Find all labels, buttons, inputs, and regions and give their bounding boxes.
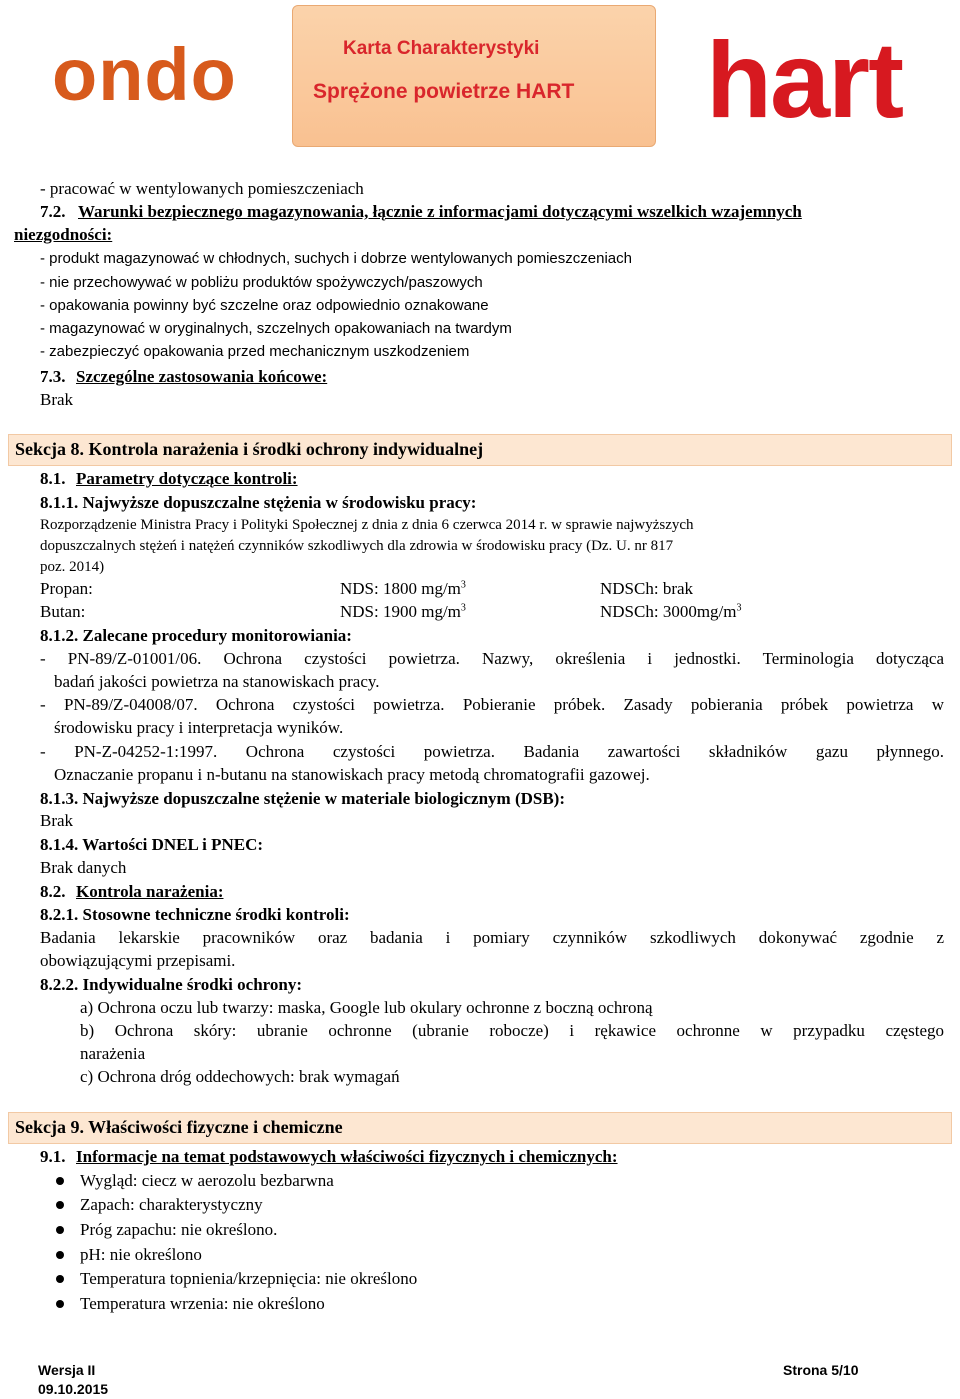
subsection-heading: 8.1.2. Zalecane procedury monitorowiania:	[40, 626, 352, 645]
limit-substance: Propan:	[40, 579, 93, 598]
bullet-icon	[56, 1275, 64, 1283]
list-item: - zabezpieczyć opakowania przed mechanicznym uszkodzeniem	[40, 343, 470, 360]
bullet-icon	[56, 1177, 64, 1185]
limit-nds: NDS: 1800 $mg/m^3$	[340, 579, 466, 598]
section-title: Sekcja 8. Kontrola narażenia i środki ochrony indywidualnej	[15, 439, 484, 459]
text-line: - PN-89/Z-04008/07. Ochrona czystości powietrza. Pobieranie próbek. Zasady pobierania próbek powietrza w	[40, 695, 944, 714]
title-box	[292, 5, 656, 147]
section-8-header	[8, 434, 952, 466]
text-line: środowisku pracy i interpretacja wyników.	[54, 718, 344, 737]
protection-item: b) Ochrona skóry: ubranie ochronne (ubranie robocze) i rękawice ochronne w przypadku częstego	[80, 1021, 944, 1040]
list-item: Temperatura topnienia/krzepnięcia: nie określono	[80, 1269, 418, 1288]
text-line: Badania lekarskie pracowników oraz badania i pomiary czynników szkodliwych dokonywać zgodnie z	[40, 928, 944, 947]
text-line: obowiązującymi przepisami.	[40, 951, 236, 970]
text-line: badań jakości powietrza na stanowiskach pracy.	[54, 672, 380, 691]
subsection-heading: Warunki bezpiecznego magazynowania, łącznie z informacjami dotyczącymi wszelkich wzajemnych	[78, 202, 802, 221]
text-line: Oznaczanie propanu i n-butanu na stanowiskach pracy metodą chromatografii gazowej.	[54, 765, 650, 784]
subsection-heading: Informacje na temat podstawowych właściwości fizycznych i chemicznych:	[76, 1147, 618, 1166]
text-line: - PN-89/Z-01001/06. Ochrona czystości powietrza. Nazwy, określenia i jednostki. Terminologia dotycząca	[40, 649, 944, 668]
protection-item-cont: narażenia	[80, 1044, 146, 1063]
footer-version: Wersja II	[38, 1362, 96, 1378]
bullet-icon	[56, 1226, 64, 1234]
subsection-number: 8.2.	[40, 882, 66, 901]
footer-page-number: Strona 5/10	[783, 1362, 859, 1378]
subsection-heading: 8.1.3. Najwyższe dopuszczalne stężenie w materiale biologicznym (DSB):	[40, 789, 566, 808]
list-item: - nie przechowywać w pobliżu produktów spożywczych/paszowych	[40, 274, 483, 291]
text-line: dopuszczalnych stężeń i natężeń czynników szkodliwych dla zdrowia w środowisku pracy (Dz. U. nr 817	[40, 538, 674, 554]
subsection-heading: 8.1.1. Najwyższe dopuszczalne stężenia w środowisku pracy:	[40, 493, 477, 512]
bullet-icon	[56, 1201, 64, 1209]
text-line: - pracować w wentylowanych pomieszczeniach	[40, 179, 364, 198]
list-item: - produkt magazynować w chłodnych, suchych i dobrze wentylowanych pomieszczeniach	[40, 250, 632, 267]
list-item: Zapach: charakterystyczny	[80, 1195, 263, 1214]
text-line: Brak	[40, 390, 74, 409]
subsection-heading-cont: niezgodności:	[14, 225, 113, 244]
subsection-number: 7.3.	[40, 367, 66, 386]
subsection-heading: 8.1.4. Wartości DNEL i PNEC:	[40, 835, 264, 854]
subsection-heading: Szczególne zastosowania końcowe:	[76, 367, 328, 386]
hart-logo: hart	[706, 19, 903, 140]
limit-ndsch: NDSCh: brak	[600, 579, 694, 598]
subsection-heading: 8.2.2. Indywidualne środki ochrony:	[40, 975, 302, 994]
bullet-icon	[56, 1300, 64, 1308]
subsection-heading: 8.2.1. Stosowne techniczne środki kontroli:	[40, 905, 350, 924]
footer-date: 09.10.2015	[38, 1381, 109, 1397]
list-item: - opakowania powinny być szczelne oraz odpowiednio oznakowane	[40, 297, 489, 314]
section-9-header	[8, 1112, 952, 1144]
subsection-heading: Parametry dotyczące kontroli:	[76, 469, 298, 488]
limit-substance: Butan:	[40, 602, 86, 621]
text-line: poz. 2014)	[40, 559, 105, 575]
text-line: Brak danych	[40, 858, 127, 877]
product-name: Sprężone powietrze HART	[313, 80, 575, 103]
list-item: - magazynować w oryginalnych, szczelnych opakowaniach na twardym	[40, 320, 512, 337]
text-line: - PN-Z-04252-1:1997. Ochrona czystości powietrza. Badania zawartości składników gazu płynnego.	[40, 742, 944, 761]
list-item: pH: nie określono	[80, 1245, 202, 1264]
section-title: Sekcja 9. Właściwości fizyczne i chemiczne	[15, 1117, 343, 1137]
bullet-icon	[56, 1251, 64, 1259]
subsection-number: 8.1.	[40, 469, 66, 488]
list-item: Próg zapachu: nie określono.	[80, 1220, 278, 1239]
page-header	[0, 0, 960, 160]
limit-nds: NDS: 1900 $mg/m^3$	[340, 602, 466, 621]
text-line: Brak	[40, 811, 74, 830]
ondo-logo: ondo	[52, 33, 237, 116]
protection-item: c) Ochrona dróg oddechowych: brak wymagań	[80, 1067, 400, 1086]
subsection-number: 7.2.	[40, 202, 66, 221]
list-item: Wygląd: ciecz w aerozolu bezbarwna	[80, 1171, 334, 1190]
protection-item: a) Ochrona oczu lub twarzy: maska, Google lub okulary ochronne z boczną ochroną	[80, 998, 653, 1017]
document-title: Karta Charakterystyki	[343, 38, 540, 59]
limit-ndsch: NDSCh: $3000mg/m^3$	[600, 602, 742, 621]
subsection-heading: Kontrola narażenia:	[76, 882, 224, 901]
list-item: Temperatura wrzenia: nie określono	[80, 1294, 325, 1313]
subsection-number: 9.1.	[40, 1147, 66, 1166]
text-line: Rozporządzenie Ministra Pracy i Polityki Społecznej z dnia z dnia 6 czerwca 2014 r. w sprawie najwyższych	[40, 517, 694, 533]
